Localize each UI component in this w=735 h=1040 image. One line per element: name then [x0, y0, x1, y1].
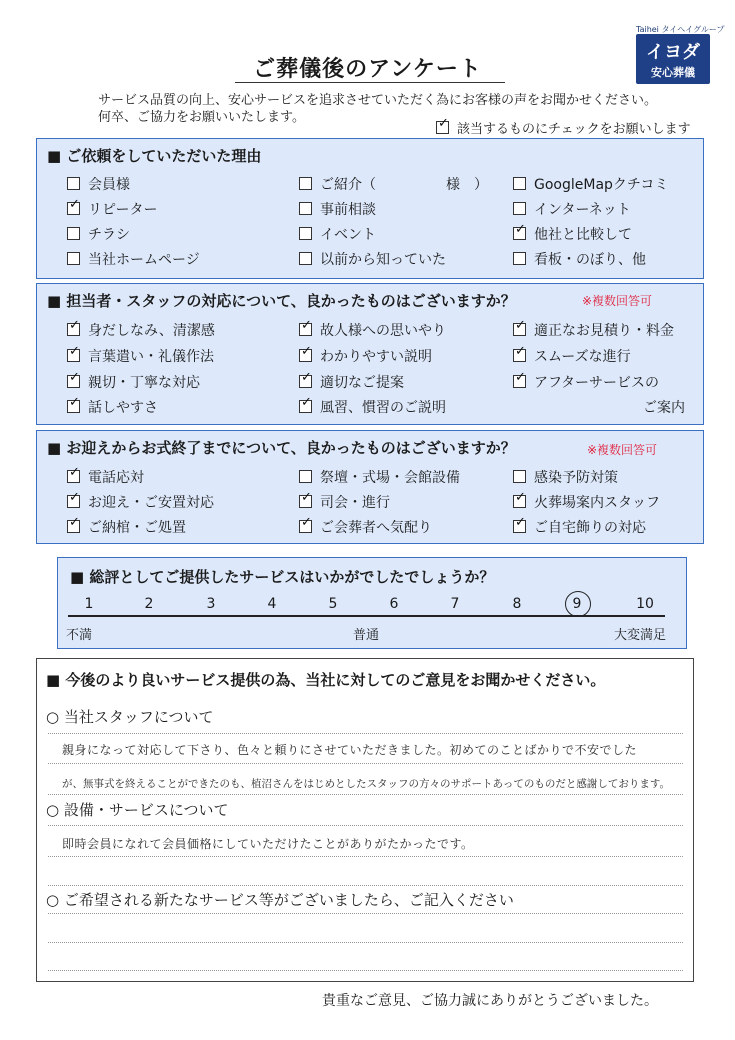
staff-comment-line-2: が、無事式を終えることができたのも、植沼さんをはじめとしたスタッフの方々のサポートあってのものだと感謝しております。 — [62, 778, 671, 790]
intro-line-1: サービス品質の向上、安心サービスを追求させていただく為にお客様の声をお聞かせください。 — [98, 93, 658, 108]
checkbox-icon[interactable] — [299, 202, 312, 215]
checkbox-checked-icon[interactable] — [299, 520, 312, 533]
reason-item[interactable]: チラシ — [67, 224, 130, 244]
staff-item[interactable]: ✓わかりやすい説明 — [299, 346, 432, 366]
staff-item[interactable]: ✓親切・丁寧な対応 — [67, 372, 200, 392]
checkbox-icon[interactable] — [299, 470, 312, 483]
checkbox-icon[interactable] — [299, 252, 312, 265]
rating-option[interactable]: 3 — [206, 596, 216, 612]
checkbox-checked-icon[interactable] — [299, 400, 312, 413]
writing-line — [48, 825, 683, 826]
ceremony-item[interactable]: ✓司会・進行 — [299, 492, 390, 512]
logo-group: Taihei タイヘイグループ — [636, 25, 725, 34]
checkbox-checked-icon[interactable] — [67, 400, 80, 413]
page-title: ご葬儀後のアンケート — [253, 57, 482, 82]
checkbox-checked-icon[interactable] — [67, 202, 80, 215]
checkbox-icon[interactable] — [513, 470, 526, 483]
checkbox-checked-icon[interactable] — [67, 375, 80, 388]
staff-item[interactable]: ✓スムーズな進行 — [513, 346, 631, 366]
reason-title: ■ ご依頼をしていただいた理由 — [47, 147, 262, 165]
reason-item[interactable]: ご紹介（ 様 ） — [299, 174, 488, 194]
checkbox-icon[interactable] — [299, 177, 312, 190]
reason-item[interactable]: 当社ホームページ — [67, 249, 200, 269]
rating-option[interactable]: 4 — [267, 596, 277, 612]
rating-option[interactable]: 6 — [389, 596, 399, 612]
ceremony-section — [36, 430, 704, 544]
staff-item[interactable]: ✓適正なお見積り・料金 — [513, 320, 674, 340]
ceremony-item[interactable]: ✓ご会葬者へ気配り — [299, 517, 432, 537]
rating-mid-label: 普通 — [353, 628, 380, 643]
checkbox-checked-icon[interactable] — [67, 520, 80, 533]
check-note — [436, 118, 691, 137]
checkbox-checked-icon[interactable] — [67, 495, 80, 508]
check-sample-icon — [436, 121, 449, 134]
reason-item[interactable]: ✓他社と比較して — [513, 224, 632, 244]
reason-section — [36, 138, 704, 279]
checkbox-checked-icon[interactable] — [513, 227, 526, 240]
checkbox-icon[interactable] — [67, 177, 80, 190]
rating-option-selected[interactable]: 9 — [572, 596, 582, 612]
opinion-title: ■ 今後のより良いサービス提供の為、当社に対してのご意見をお聞かせください。 — [46, 671, 606, 689]
staff-item[interactable]: ✓身だしなみ、清潔感 — [67, 320, 215, 340]
check-note-text: 該当するものにチェックをお願いします — [457, 122, 691, 137]
reason-item[interactable]: インターネット — [513, 199, 631, 219]
checkbox-checked-icon[interactable] — [513, 349, 526, 362]
staff-comment-label: ○ 当社スタッフについて — [46, 708, 214, 726]
checkbox-checked-icon[interactable] — [513, 375, 526, 388]
multi-answer-note: ※複数回答可 — [582, 294, 653, 308]
checkbox-checked-icon[interactable] — [299, 495, 312, 508]
ceremony-item[interactable]: 感染予防対策 — [513, 467, 618, 487]
writing-line — [48, 970, 683, 971]
checkbox-icon[interactable] — [67, 252, 80, 265]
facility-comment-label: ○ 設備・サービスについて — [46, 801, 229, 819]
reason-item[interactable]: 看板・のぼり、他 — [513, 249, 646, 269]
staff-item[interactable]: ✓話しやすさ — [67, 397, 158, 417]
rating-title: ■ 総評としてご提供したサービスはいかがでしたでしょうか？ — [70, 568, 495, 586]
checkbox-icon[interactable] — [513, 252, 526, 265]
reason-item[interactable]: 会員様 — [67, 174, 130, 194]
selected-rating-circle — [565, 591, 591, 617]
ceremony-item[interactable]: ✓ご納棺・ご処置 — [67, 517, 186, 537]
logo-sub: 安心葬儀 — [651, 66, 695, 79]
staff-comment-line-1: 親身になって対応して下さり、色々と頼りにさせていただきました。初めてのことばかりで不安でした — [62, 743, 638, 757]
staff-item[interactable]: ✓アフターサービスの — [513, 372, 659, 392]
checkbox-checked-icon[interactable] — [513, 323, 526, 336]
ceremony-item[interactable]: ✓ご自宅飾りの対応 — [513, 517, 646, 537]
checkbox-checked-icon[interactable] — [299, 323, 312, 336]
checkbox-checked-icon[interactable] — [67, 349, 80, 362]
rating-option[interactable]: 5 — [328, 596, 338, 612]
writing-line — [48, 763, 683, 764]
staff-section — [36, 283, 704, 425]
intro-line-2: 何卒、ご協力をお願いいたします。 — [98, 110, 305, 125]
staff-item-continued: ご案内 — [643, 400, 685, 416]
reason-item[interactable]: 事前相談 — [299, 199, 376, 219]
ceremony-item[interactable]: 祭壇・式場・会館設備 — [299, 467, 460, 487]
checkbox-icon[interactable] — [67, 227, 80, 240]
staff-title: ■ 担当者・スタッフの対応について、良かったものはございますか？ — [47, 292, 516, 310]
writing-line — [48, 913, 683, 914]
ceremony-title: ■ お迎えからお式終了までについて、良かったものはございますか？ — [47, 439, 516, 457]
staff-item[interactable]: ✓言葉遣い・礼儀作法 — [67, 346, 214, 366]
checkbox-checked-icon[interactable] — [67, 470, 80, 483]
checkbox-icon[interactable] — [513, 202, 526, 215]
reason-item[interactable]: ✓リピーター — [67, 199, 157, 219]
rating-high-label: 大変満足 — [614, 628, 667, 643]
checkbox-checked-icon[interactable] — [67, 323, 80, 336]
request-comment-label: ○ ご希望される新たなサービス等がございましたら、ご記入ください — [46, 891, 514, 909]
staff-item[interactable]: ✓適切なご提案 — [299, 372, 404, 392]
writing-line — [48, 733, 683, 734]
multi-answer-note: ※複数回答可 — [587, 443, 658, 457]
staff-item[interactable]: ✓故人様への思いやり — [299, 320, 446, 340]
rating-option[interactable]: 2 — [144, 596, 154, 612]
staff-item[interactable]: ✓風習、慣習のご説明 — [299, 397, 446, 417]
checkbox-icon[interactable] — [513, 177, 526, 190]
checkbox-checked-icon[interactable] — [513, 495, 526, 508]
writing-line — [48, 856, 683, 857]
writing-line — [48, 942, 683, 943]
writing-line — [48, 794, 683, 795]
company-logo — [636, 34, 710, 84]
thanks-message: 貴重なご意見、ご協力誠にありがとうございました。 — [322, 993, 658, 1009]
rating-low-label: 不満 — [66, 628, 93, 643]
title-underline — [235, 82, 505, 83]
ceremony-item[interactable]: ✓電話応対 — [67, 467, 144, 487]
checkbox-checked-icon[interactable] — [299, 349, 312, 362]
rating-option[interactable]: 1 — [84, 596, 94, 612]
ceremony-item[interactable]: ✓お迎え・ご安置対応 — [67, 492, 214, 512]
checkbox-checked-icon[interactable] — [299, 375, 312, 388]
checkbox-icon[interactable] — [299, 227, 312, 240]
reason-item[interactable]: イベント — [299, 224, 376, 244]
reason-item[interactable]: 以前から知っていた — [299, 249, 446, 269]
writing-line — [48, 885, 683, 886]
reason-item[interactable]: GoogleMapクチコミ — [513, 174, 668, 194]
ceremony-item[interactable]: ✓火葬場案内スタッフ — [513, 492, 660, 512]
logo-brand: イヨダ — [646, 42, 700, 63]
rating-option[interactable]: 7 — [450, 596, 460, 612]
facility-comment-line-1: 即時会員になれて会員価格にしていただけたことがありがたかったです。 — [62, 837, 474, 851]
rating-option[interactable]: 10 — [636, 596, 654, 612]
rating-option[interactable]: 8 — [512, 596, 522, 612]
checkbox-checked-icon[interactable] — [513, 520, 526, 533]
